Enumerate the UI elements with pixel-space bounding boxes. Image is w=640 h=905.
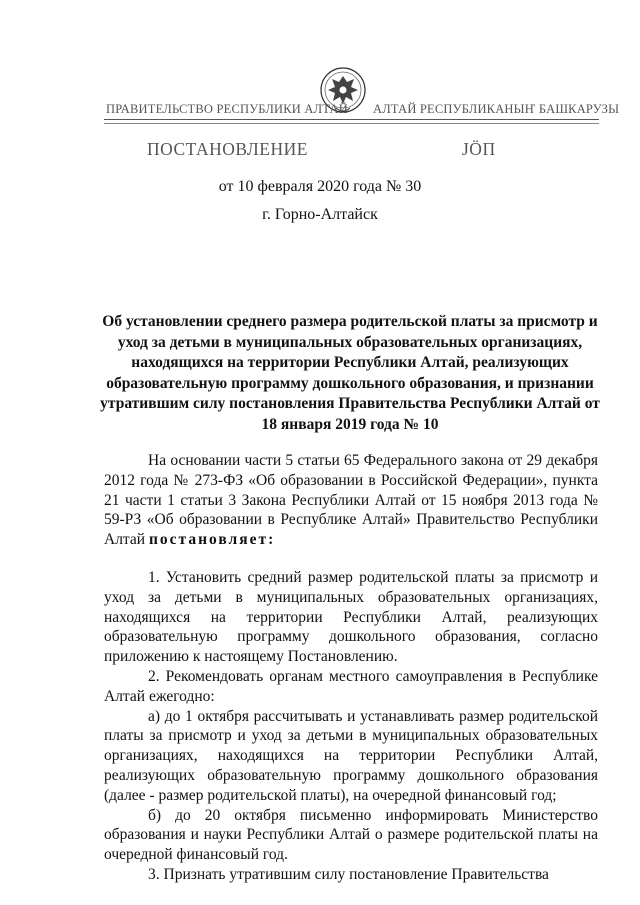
item-3: 3. Признать утратившим силу постановление Правительства	[148, 865, 549, 883]
document-title: Об установлении среднего размера родительской платы за присмотр и уход за детьми в муниципальных образовательных организациях, находящихся на территории Республики Алтай, реализующих образовательную программу дошкольного образования, и признании утратившим силу постановления Правительства Республики Алтай от 18 января 2019 года № 10	[100, 313, 600, 433]
document-type-russian: ПОСТАНОВЛЕНИЕ	[147, 139, 308, 159]
government-name-russian: ПРАВИТЕЛЬСТВО РЕСПУБЛИКИ АЛТАЙ	[106, 102, 348, 116]
preamble-paragraph	[104, 451, 598, 550]
preamble-text: На основании части 5 статьи 65 Федерального закона от 29 декабря 2012 года № 273-ФЗ «Об образовании в Российской Федерации», пункта 21 части 1 статьи 3 Закона Республики Алтай от 15 ноября 2013 года № 59-РЗ «Об образовании в Республике Алтай» Правительство Республики Алтай	[104, 452, 598, 549]
decree-word: постановляет:	[148, 531, 276, 549]
item-2a: а) до 1 октября рассчитывать и устанавливать размер родительской платы за присмотр и уход за детьми в муниципальных образовательных организациях, находящихся на территории Республики Алтай, реализующих образовательную программу дошкольного образования (далее - размер родительской платы), на очередной финансовый год;	[104, 707, 598, 804]
document-city: г. Горно-Алтайск	[262, 206, 378, 223]
header-rule-thin	[104, 123, 599, 124]
document-body	[104, 451, 598, 885]
government-name-altai: АЛТАЙ РЕСПУБЛИКАНЫҤ БАШКАРУЗЫ	[373, 102, 620, 116]
document-type-altai: JӦП	[462, 139, 496, 159]
item-2b: б) до 20 октября письменно информировать Министерство образования и науки Республики Алтай о размере родительской платы на очередной финансовый год.	[104, 806, 598, 864]
item-2: 2. Рекомендовать органам местного самоуправления в Республике Алтай ежегодно:	[104, 667, 598, 705]
item-1: 1. Установить средний размер родительской платы за присмотр и уход за детьми в муниципальных образовательных организациях, находящихся на территории Республики Алтай, реализующих образовательную программу дошкольного образования, согласно приложению к настоящему Постановлению.	[104, 568, 598, 666]
document-date-number: от 10 февраля 2020 года № 30	[218, 178, 422, 195]
header-rule-thick	[104, 119, 599, 120]
